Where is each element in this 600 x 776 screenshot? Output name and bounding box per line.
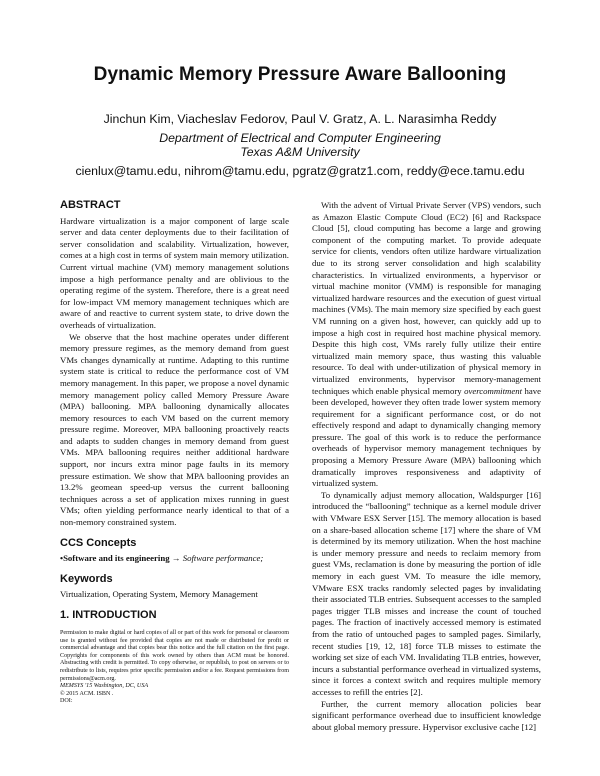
right-column: [312, 200, 541, 733]
abstract-paragraph-2: We observe that the host machine operates under different memory pressure regimes, as the memory demand from guest VMs changes dynamically at runtime. Adapting to this runtime system state is critical to reduce the performance cost of VM memory management. In this paper, we propose a novel dynamic memory management policy called Memory Pressure Aware (MPA) ballooning. MPA ballooning dynamically allocates memory resources to each VM based on the current memory pressure regime. Moreover, MPA ballooning proactively reacts and adapts to sudden changes in memory demand from guest VMs. MPA ballooning requires neither additional hardware support, nor incurs extra minor page faults in its memory pressure estimation. We show that MPA ballooning provides an 13.2% geomean speed-up versus the current ballooning techniques across a set of application mixes running in guest VMs; often yielding performance nearly identical to that of a non-memory constrained system.: [60, 331, 289, 528]
intro-paragraph-1: [312, 200, 541, 490]
author-emails: cienlux@tamu.edu, nihrom@tamu.edu, pgratz@gratz1.com, reddy@ece.tamu.edu: [75, 164, 525, 178]
intro-paragraph-3: Further, the current memory allocation policies bear significant performance overhead due to insufficient knowledge about global memory pressure. Hypervisor exclusive cache [12]: [312, 698, 541, 732]
author-list: Jinchun Kim, Viacheslav Fedorov, Paul V. Gratz, A. L. Narasimha Reddy: [103, 112, 497, 126]
abstract-paragraph-1: Hardware virtualization is a major component of large scale server and data center deployments due to their facilitation of server consolidation and scalability. Virtualization, however, comes at a high cost in terms of system main memory utilization. Current virtual machine (VM) memory management solutions impose a high performance penalty and are oblivious to the operating regime of the system. Therefore, there is a great need for low-impact VM memory management techniques which are aware of and reactive to current system state, to drive down the overheads of virtualization.: [60, 215, 289, 330]
ccs-arrow: →: [171, 553, 181, 564]
copyright-line: © 2015 ACM. ISBN .: [60, 690, 114, 697]
ccs-concepts-heading: CCS Concepts: [60, 536, 137, 549]
introduction-heading: 1. INTRODUCTION: [60, 609, 157, 621]
keywords-heading: Keywords: [60, 572, 113, 585]
doi-line: DOI:: [60, 698, 73, 705]
permission-notice: Permission to make digital or hard copies of all or part of this work for personal or classroom use is granted without fee provided that copies are not made or distributed for profit or commercial advantage and that copies bear this notice and the full citation on the first page. Copyrights for components of this work owned by others than ACM must be honored. Abstracting with credit is permitted. To copy otherwise, or republish, to post on servers or to redistribute to lists, requires prior specific permission and/or a fee. Request permissions from permissions@acm.org.: [60, 630, 289, 682]
affiliation-department: Department of Electrical and Computer Engineering: [159, 131, 441, 145]
affiliation-university: Texas A&M University: [240, 145, 360, 159]
intro-paragraph-1-tail: have been developed, however they often trade lower system memory requirement for a significant performance cost, or do not effectively respond and adapt to dynamically changing memory pressure. The goal of this work is to reduce the performance overheads of hypervisor memory management techniques by proposing a Memory Pressure Aware (MPA) ballooning which dramatically improves responsiveness and adaptivity of virtualized system.: [312, 385, 541, 489]
conference-venue: MEMSYS '15 Washington, DC, USA: [60, 683, 149, 690]
permission-block: [60, 630, 289, 706]
left-column: [60, 200, 289, 626]
paper-title: Dynamic Memory Pressure Aware Ballooning: [93, 64, 507, 85]
ccs-concepts: [60, 553, 289, 565]
keywords-text: Virtualization, Operating System, Memory Management: [60, 589, 258, 600]
abstract-heading: ABSTRACT: [60, 199, 121, 211]
ccs-italic-term: Software performance;: [182, 553, 264, 564]
ccs-bold-term: •Software and its engineering: [60, 553, 170, 564]
overcommitment-term: overcommitment: [464, 385, 523, 396]
intro-paragraph-1-text: With the advent of Virtual Private Server (VPS) vendors, such as Amazon Elastic Compute Cloud (EC2) [6] and Rackspace Cloud [5], cloud computing has become a large and growing component of the computing market. To provide adequate service for clients, vendors often utilize hardware virtualization due to its strong server consolidation and high scalability characteristics. In virtualized environments, a hypervisor or virtual machine monitor (VMM) is responsible for managing virtualized hardware resources and the execution of guest virtual machines (VMs). The main memory size specified by each guest VM running on a given host, however, can quickly add up to impose a high cost in required host machine physical memory. Despite this high cost, VMs rarely fully utilize their entire virtualized main memory space, thus wasting this valuable resource. To deal with under-utilization of physical memory in virtualized environments, hypervisor memory-management techniques which enable physical memory: [312, 200, 541, 396]
intro-paragraph-2: To dynamically adjust memory allocation, Waldspurger [16] introduced the “ballooning” technique as a kernel module driver with VMware ESX Server [15]. The memory allocation is based on a share-based allocation scheme [17] where the share of VM is determined by its memory utilization. When the host machine is under memory pressure and needs to reclaim memory from guest VMs, reclamation is done by measuring the portion of idle memory in each guest VM. To measure the idle memory, VMware ESX tracks randomly selected pages by invalidating their associated TLB entries. Subsequent accesses to the sampled pages trigger TLB misses and increase the count of touched pages. The fraction of inactively accessed memory is estimated from the ratio of untouched pages to sampled pages. Similarly, recent studies [19, 12, 18] force TLB misses to estimate the working set size of each VM. Invalidating TLB entries, however, incurs a substantial performance overhead in virtualized systems, since it forces a context switch and requires multiple memory accesses to refill the entries [2].: [312, 489, 541, 697]
